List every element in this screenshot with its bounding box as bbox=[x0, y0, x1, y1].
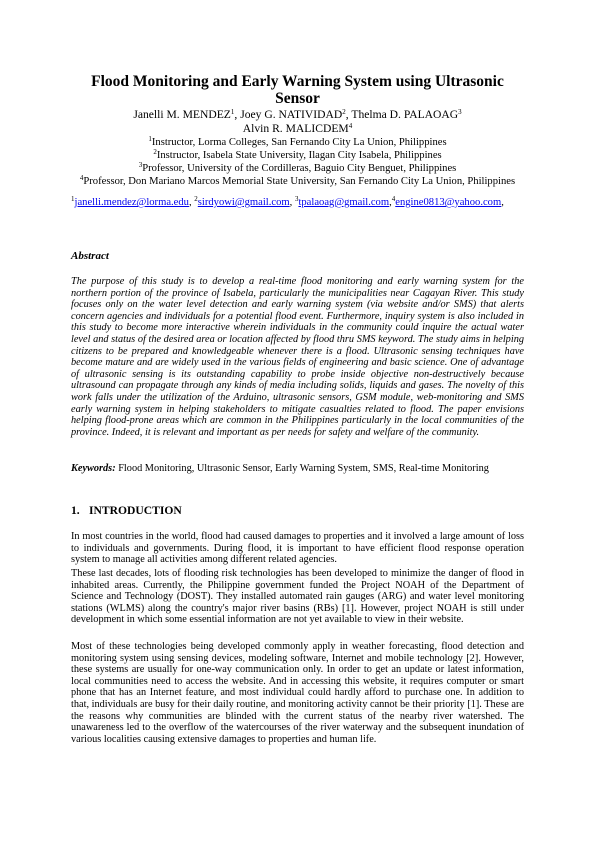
email-link[interactable]: tpalaoag@gmail.com bbox=[298, 197, 390, 208]
intro-paragraph-2: These last decades, lots of flooding risk technologies has been developed to minimize the danger of flood in inhabited areas. Currently, the Philippine government funded the Project NOAH of the Department of Science and Technology (DOST). They installed automated rain gauges (ARG) and water level monitoring stations (WLMS) along the country's major river basins (RBs) [1]. However, project NOAH is still under development in which some essential information are not yet available to view in their website. bbox=[71, 568, 524, 626]
abstract-text: The purpose of this study is to develop a real-time flood monitoring and early warning system for the northern portion of the province of Isabela, particularly the municipalities near Cagayan River. This study focuses only on the water level detection and early warning system (via website and/or SMS) that alerts concern agencies and individuals for a potential flood event. Furthermore, inquiry system is also included in this study to become more interactive wherein individuals in the community could inquire the actual water level and status of the desired area or location affected by flood thru SMS keyword. The study aims in helping citizens to be prepared and knowledgeable whenever there is a flood. Ultrasonic sensing techniques have become mature and are widely used in the various fields of engineering and basic science. One of advantage of ultrasonic sensing is its outstanding capability to probe inside objective non-destructively because ultrasound can propagate through any kinds of media including solids, liquids and gases. The novelty of this work falls under the utilization of the Arduino, ultrasonic sensors, GSM module, web-monitoring and SMS early warning system in helping stakeholders to mitigate casualties related to flood. The paper envisions helping flood-prone areas which are common in the Philippines particularly in the local communities of the province. Indeed, it is relevant and important as per needs for safety and welfare of the community. bbox=[71, 276, 524, 438]
section-number: 1. bbox=[71, 504, 80, 517]
author-sup: 1 bbox=[230, 108, 235, 116]
author-name: Janelli M. MENDEZ bbox=[133, 108, 231, 121]
email-sup: 3 bbox=[294, 195, 299, 203]
author-name: Joey G. NATIVIDAD bbox=[240, 108, 343, 121]
title-line-1: Flood Monitoring and Early Warning System using Ultrasonic bbox=[91, 73, 504, 90]
affiliation-sup: 3 bbox=[138, 161, 143, 169]
affiliation-sup: 1 bbox=[148, 135, 152, 143]
affiliation bbox=[40, 149, 555, 162]
intro-paragraph-3: Most of these technologies being developed commonly apply in weather forecasting, flood detection and monitoring system using sensing devices, modeling software, Internet and mobile technology [2]. However, these systems are usually for one-way communication only. In order to get an update or latest information, local communities need to access the website. And in accessing this website, it requires computer or smart phone that has an Internet feature, and most individual could hardly afford to purchase one. In addition to that, individuals are busy for their daily routine, and monitoring activity cannot be their priority [1]. These are the reasons why communities are blinded with the current status of the nearby river watershed. The unawareness led to the overflow of the watercourses of the river waterway and the subsequent inundation of various localities causing extensive damages to properties and human life. bbox=[71, 641, 524, 745]
email-link[interactable]: janelli.mendez@lorma.edu bbox=[74, 197, 189, 208]
intro-paragraph-1: In most countries in the world, flood had caused damages to properties and it involved a large amount of loss to individuals and governments. During flood, it is important to have efficient flood response operation system to manage all activities among different related agencies. bbox=[71, 531, 524, 566]
keywords-label: Keywords: bbox=[71, 463, 116, 474]
author-name: Alvin R. MALICDEM bbox=[242, 122, 349, 135]
affiliation bbox=[40, 136, 555, 149]
affiliation-text: Instructor, Lorma Colleges, San Fernando City La Union, Philippines bbox=[151, 137, 447, 148]
author-sup: 2 bbox=[342, 108, 346, 116]
keywords bbox=[71, 463, 524, 475]
author-separator: , bbox=[345, 108, 352, 121]
author-line bbox=[40, 108, 555, 122]
title-line-2: Sensor bbox=[275, 90, 320, 107]
email-sup: 1 bbox=[71, 195, 75, 203]
email-link[interactable]: sirdyowi@gmail.com bbox=[197, 197, 290, 208]
affiliation bbox=[40, 175, 555, 188]
affiliation bbox=[40, 162, 555, 175]
email-sup: 2 bbox=[194, 195, 198, 203]
affiliation-text: Professor, University of the Cordilleras, Baguio City Benguet, Philippines bbox=[142, 163, 457, 174]
affiliation-sup: 2 bbox=[153, 148, 157, 156]
email-link[interactable]: engine0813@yahoo.com bbox=[395, 197, 502, 208]
author-separator: , bbox=[234, 108, 241, 121]
author-line-2 bbox=[40, 122, 555, 136]
affiliation-sup: 4 bbox=[79, 174, 84, 182]
author-name: Thelma D. PALAOAG bbox=[351, 108, 459, 121]
email-sup: 4 bbox=[391, 195, 396, 203]
author-sup: 4 bbox=[348, 122, 353, 130]
affiliation-text: Professor, Don Mariano Marcos Memorial State University, San Fernando City La Union, Philippines bbox=[83, 176, 516, 187]
keywords-text: Flood Monitoring, Ultrasonic Sensor, Early Warning System, SMS, Real-time Monitoring bbox=[118, 463, 489, 474]
section-title: INTRODUCTION bbox=[89, 504, 182, 517]
abstract-heading: Abstract bbox=[71, 250, 109, 262]
affiliation-text: Instructor, Isabela State University, Ilagan City Isabela, Philippines bbox=[156, 150, 442, 161]
email-list: $^1$janelli.mendez@lorma.edu, $^2$sirdyowi@gmail.com, $^3$tpalaoag@gmail.com,$^4$engine0813@yahoo.com, bbox=[71, 195, 504, 208]
author-sup: 3 bbox=[458, 108, 462, 116]
section-heading bbox=[71, 504, 182, 517]
paper-title bbox=[60, 73, 535, 107]
